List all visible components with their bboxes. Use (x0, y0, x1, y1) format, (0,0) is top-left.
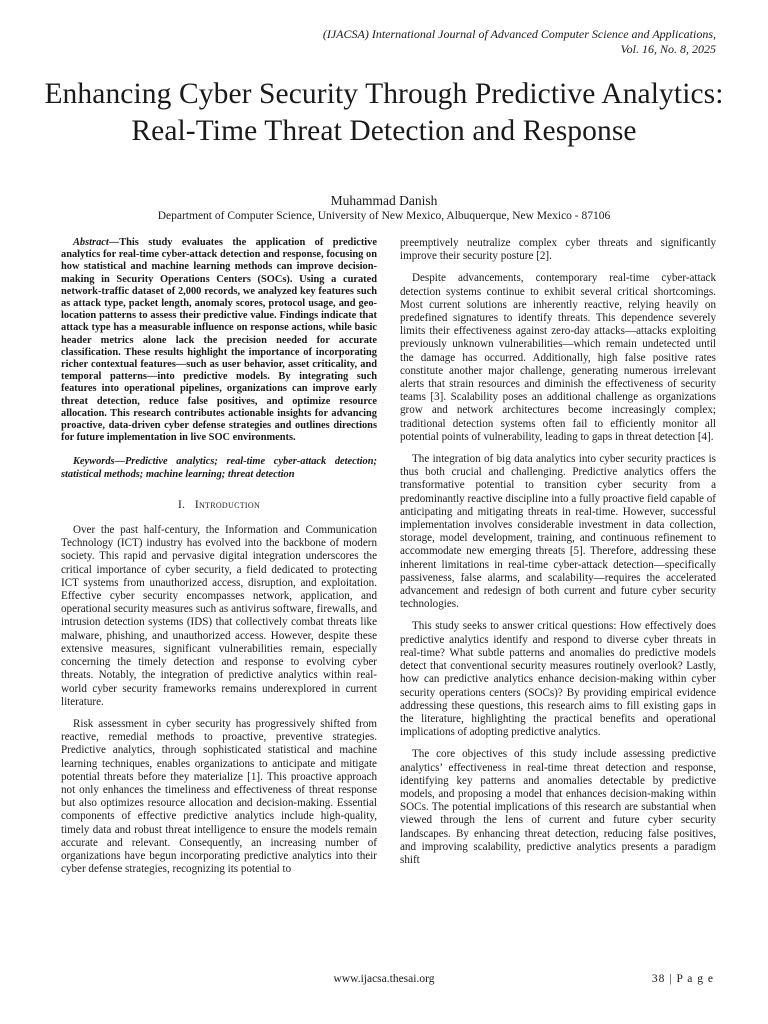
abstract-label: Abstract— (73, 237, 120, 248)
paragraph: Risk assessment in cyber security has progressively shifted from reactive, remedial methods to proactive, preventive strategies. Predictive analytics, through sophisticated statistical and machine learning techniques, enables organizations to anticipate and mitigate potential threats before they materialize [1]. This proactive approach not only enhances the timeliness and effectiveness of threat response but also optimizes resource allocation and decision-making. Essential components of effective predictive analytics include high-quality, timely data and robust threat intelligence to ensure the models remain accurate and relevant. Consequently, an increasing number of organizations have begun incorporating predictive analytics into their cyber defense strategies, recognizing its potential to (61, 717, 377, 876)
page-number: 38 | P a g e (651, 973, 714, 985)
journal-volume: Vol. 16, No. 8, 2025 (620, 42, 716, 56)
abstract (61, 237, 377, 444)
paragraph: Despite advancements, contemporary real-time cyber-attack detection systems continue to exhibit several critical shortcomings. Most current solutions are inherently reactive, relying heavily on predefined signatures to identify threats. This dependence severely limits their effectiveness against zero-day attacks—attacks exploiting previously unknown vulnerabilities—which remain undetected until the damage has occurred. Additionally, high false positive rates constitute another major challenge, generating numerous irrelevant alerts that strain resources and diminish the effectiveness of security teams [3]. Scalability poses an additional challenge as organizations grow and network architectures become increasingly complex; traditional detection systems often fail to efficiently monitor all potential points of vulnerability, leading to gaps in threat detection [4]. (400, 272, 716, 443)
section-title: Introduction (194, 498, 261, 511)
section-number: I. (177, 498, 186, 511)
paragraph: The core objectives of this study include assessing predictive analytics’ effectiveness in real-time threat detection and response, identifying key patterns and anomalies detectable by predictive models, and proposing a model that enhances decision-making within SOCs. The potential implications of this research are substantial when viewed through the lens of current and future cyber security landscapes. By enhancing threat detection, reducing false positives, and improving scalability, predictive analytics presents a paradigm shift (400, 748, 716, 866)
paragraph: This study seeks to answer critical questions: How effectively does predictive analytics identify and respond to diverse cyber threats in real-time? What subtle patterns and anomalies do predictive models detect that conventional security measures routinely overlook? Lastly, how can predictive analytics enhance decision-making within cyber security operations centers (SOCs)? By providing empirical evidence addressing these questions, this research aims to fill existing gaps in the literature, highlighting the practical benefits and operational implications of adopting predictive analytics. (400, 620, 716, 739)
keywords: Keywords—Predictive analytics; real-time cyber-attack detection; statistical methods; machine learning; threat detection (61, 456, 377, 480)
paragraph: Over the past half-century, the Information and Communication Technology (ICT) industry has evolved into the backbone of modern society. This rapid and pervasive digital integration underscores the critical importance of cyber security, a field dedicated to protecting ICT systems from unauthorized access, disruption, and exploitation. Effective cyber security encompasses network, application, and operational security measures such as antivirus software, firewalls, and intrusion detection systems (IDS) that collectively combat threats like malware, phishing, and unauthorized access. However, despite these extensive measures, significant vulnerabilities remain, especially concerning the timely detection and response to evolving cyber threats. Notably, the integration of predictive analytics within real-world cyber security frameworks remains underexplored in current literature. (61, 524, 377, 708)
journal-name: (IJACSA) International Journal of Advanced Computer Science and Applications, (322, 27, 716, 41)
abstract-text: This study evaluates the application of predictive analytics for real-time cyber-attack detection and response, focusing on how statistical and machine learning methods can improve decision-making in Security Operations Centers (SOCs). Using a curated network-traffic dataset of 2,000 records, we analyzed key features such as attack type, packet length, anomaly scores, protocol usage, and geo-location patterns to assess their predictive value. Findings indicate that attack type has a measurable influence on response actions, while basic header metrics alone lack the precision needed for accurate classification. These results highlight the importance of incorporating richer contextual features—such as user behavior, asset criticality, and temporal patterns—into predictive models. By integrating such features into operational pipelines, organizations can improve early threat detection, reduce false positives, and optimize resource allocation. This research contributes actionable insights for advancing proactive, data-driven cyber defense strategies and outlines directions for future implementation in live SOC environments. (61, 237, 377, 444)
footer-url: www.ijacsa.thesai.org (333, 973, 435, 985)
paper-title: Enhancing Cyber Security Through Predictive Analytics: Real-Time Threat Detection and Response (44, 78, 724, 147)
section-heading (61, 499, 377, 512)
journal-header (323, 27, 716, 57)
right-column (400, 237, 716, 876)
left-column (61, 237, 377, 885)
author-name: Muhammad Danish (330, 193, 438, 208)
author-affiliation: Department of Computer Science, University of New Mexico, Albuquerque, New Mexico - 87106 (157, 210, 611, 222)
paragraph: The integration of big data analytics into cyber security practices is thus both crucial and challenging. Predictive analytics offers the transformative potential to transition cyber security from a predominantly reactive discipline into a fully proactive field capable of anticipating and mitigating threats in real-time. However, successful implementation involves considerable investment in data collection, storage, model development, training, and continuous refinement to accommodate new emerging threats [5]. Therefore, addressing these inherent limitations in real-time cyber-attack detection—specifically passiveness, false alarms, and scalability—requires the accelerated advancement and redesign of both current and future cyber security technologies. (400, 453, 716, 611)
paragraph: preemptively neutralize complex cyber threats and significantly improve their security posture [2]. (400, 237, 716, 263)
